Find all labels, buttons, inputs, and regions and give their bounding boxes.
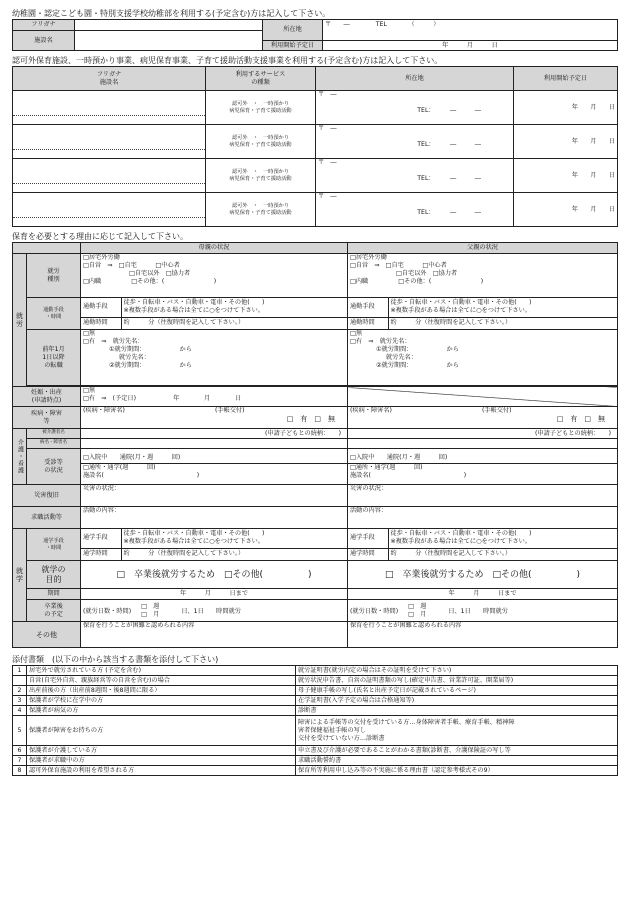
attachment-condition: 保護者が求職中の方 [27,756,296,766]
postal-mark: 〒 ― [318,125,337,132]
job-search-label: 求職活動等 [13,507,81,529]
disaster-field[interactable]: 災害の状況： [81,485,348,507]
due-date-field[interactable]: □有 ⇒ (予定日) 年 月 日 [83,395,242,402]
mother-header: 母親の状況 [81,243,348,254]
self-employed-options[interactable]: □自宅 □中心者 [385,262,447,269]
other-checkbox[interactable]: □その他：( ) [398,278,484,285]
attachment-document-line: 交付を受けていない方…診断書 [298,734,385,742]
mother-school-commute [81,529,348,561]
attachment-condition: 保護者が障害をお持ちの方 [27,716,296,746]
facility-label: 施設名 [13,31,75,51]
facility-name-field[interactable]: 施設名( ) [350,472,467,479]
start-date: 年 月 日 [514,125,618,159]
service-option-2[interactable]: 病児保育・子育て援助活動 [229,141,292,148]
attachment-document: 診断書 [296,706,618,716]
father-header: 父親の状況 [348,243,618,254]
attachment-document: 保育所等利用申し込み等の不実施に係る理由書（認定参考様式その9） [296,766,618,776]
furigana-field[interactable] [75,20,263,31]
postal-mark: 〒 ― [318,159,337,166]
start-date: 年 月 日 [514,91,618,125]
self-employed-checkbox[interactable]: □自営 ⇒ [350,262,380,269]
attachment-number: 8 [13,766,27,776]
job-change-label-2: 1日以降 [42,353,65,361]
postal-mark: 〒 ― [318,91,337,98]
commute-label-2: ・時間 [45,313,62,320]
work-hours-label: (就労日数・時間) [83,607,132,615]
attachment-number: 5 [13,716,27,746]
period-field[interactable]: 年 月 日まで [81,589,348,600]
job-period-1[interactable]: ①就労期間： から [376,346,459,353]
attachment-condition: 保護者が学校に在学中の方 [27,696,296,706]
furigana-header: フリガナ [96,70,122,78]
school-time-label: 通学時間 [81,548,121,560]
service-header: 利用するサービス [235,70,286,78]
month-checkbox[interactable]: □ 月 [141,610,160,618]
school-label: 就学 [13,529,27,622]
days-hours-field[interactable]: 日、1日 時間就労 [448,607,508,615]
postal-mark: 〒 ― [325,21,350,28]
other-reason-field[interactable]: 保育を行うことが困難と認められる内容 [348,622,618,648]
address-label: 所在地 [263,20,323,41]
attachment-row [13,676,618,686]
days-hours-field[interactable]: 日、1日 時間就労 [181,607,241,615]
work-type-label-2: 種別 [47,275,60,283]
tel-label: TEL （ ） [375,21,440,28]
yes-checkbox[interactable]: □有 ⇒ 就労先名： [83,338,144,345]
attachment-number: 3 [13,696,27,706]
school-method-options[interactable]: 徒歩・自転車・バス・自動車・電車・その他( ) [390,530,532,538]
start-header: 利用開始予定日 [514,67,618,91]
school-method-options[interactable]: 徒歩・自転車・バス・自動車・電車・その他( ) [123,530,265,538]
start-label: 利用開始予定日 [263,41,323,51]
hospital-checkbox[interactable]: □入院中 通院(月・週 回) [81,453,347,464]
facility-row [13,125,618,159]
commute-time-field[interactable]: 約 分（往復時間を記入して下さい。） [388,317,617,329]
work-hours-label: (就労日数・時間) [350,607,399,615]
tel-label: TEL： ― ― [417,141,481,148]
attachment-document: 在学証明書(入学予定の場合は合格通知等) [296,696,618,706]
address-header: 所在地 [316,67,514,91]
attachment-row [13,666,618,676]
commute-time-label: 通勤時間 [348,317,388,329]
facility-row [13,159,618,193]
outside-home-checkbox[interactable]: □居宅外労働 [350,254,387,261]
job-period-2[interactable]: ②就労期間： から [109,362,192,369]
section3-title: 保育を必要とする理由に応じて記入して下さい。 [12,232,188,241]
unlicensed-table [12,66,618,227]
handbook-checkbox[interactable]: □ 有 □ 無 [556,415,605,423]
father-illness [348,407,618,429]
postal-mark: 〒 ― [318,193,337,200]
attachment-condition: 居宅外で就労されている方 (予定を含む) [27,666,296,676]
service-option-2[interactable]: 病児保育・子育て援助活動 [229,107,292,114]
service-option[interactable]: 認可外 ・ 一時預かり [231,169,290,175]
illness-label: 疾病・障害 [31,409,62,417]
mother-job-change [81,330,348,386]
school-method-label: 通学手段 [348,529,388,548]
job-name-2[interactable]: 就労先名： [119,354,150,361]
attachment-document: 就労証明書(就労内定の場合はその証明を受けて下さい) [296,666,618,676]
no-checkbox[interactable]: □無 [350,330,363,337]
attachment-condition: 保護者が介護している方 [27,746,296,756]
attachment-document-line: 障害による手帳等の交付を受けている方…身体障害者手帳、療育手帳、精神障 [298,718,515,726]
job-search-field[interactable]: 活動の内容： [348,507,618,529]
illness-label-2: 等 [43,417,50,425]
facility-field[interactable] [75,31,263,51]
tel-label: TEL： ― ― [417,175,481,182]
job-search-field[interactable]: 活動の内容： [81,507,348,529]
father-job-change [348,330,618,386]
yes-checkbox[interactable]: □有 ⇒ 就労先名： [350,338,411,345]
disaster-label: 災害復旧 [13,485,81,507]
father-commute [348,298,618,330]
attachment-document: 申立書及び介護が必要であることがわかる書類(診断書、介護保険証の写し等 [296,746,618,756]
mother-visit [81,449,348,485]
school-method-note: ※複数手段がある場合は全てに○をつけて下さい。 [123,538,265,546]
father-after-grad [348,600,618,622]
commute-method-label: 通勤手段 [81,298,121,317]
father-visit [348,449,618,485]
facility-header: 施設名 [99,78,119,86]
work-label: 就労 [13,254,27,387]
illness-name-label: (疾病・障害名) [350,407,392,414]
facility-row [13,193,618,227]
attachment-number [13,676,27,686]
service-option[interactable]: 認可外 ・ 一時預かり [231,101,290,107]
commute-care-checkbox[interactable]: □通所・通学(週 回) [83,464,156,471]
self-employed-options[interactable]: □自宅 □中心者 [118,262,180,269]
mother-commute [81,298,348,330]
school-time-label: 通学時間 [348,548,388,560]
visit-label-2: の状況 [44,466,63,474]
work-type-label: 就労 [47,267,60,275]
mother-pregnancy [81,387,348,407]
after-grad-label-2: の予定 [44,610,63,618]
attachment-row [13,696,618,706]
purpose-label: 就学の [41,564,66,574]
attachment-number: 7 [13,756,27,766]
job-period-1[interactable]: ①就労期間： から [109,346,192,353]
no-checkbox[interactable]: □無 [83,387,96,394]
commute-care-checkbox[interactable]: □通所・通学(週 回) [350,464,423,471]
facility-row [13,91,618,125]
other-label: その他 [13,622,81,648]
service-option-2[interactable]: 病児保育・子育て援助活動 [229,175,292,182]
attachment-row [13,706,618,716]
home-work-checkbox[interactable]: □内職 [83,278,102,285]
attachment-document: 求職活動誓約書 [296,756,618,766]
furigana-label: フリガナ [13,20,75,31]
form-page [12,8,618,776]
attachment-number: 1 [13,666,27,676]
father-pregnancy-na [348,387,618,407]
start-date: 年 月 日 [514,159,618,193]
purpose-options[interactable]: □ 卒業後就労するため □その他( ) [81,561,348,589]
commute-method-note: ※複数手段がある場合は全てに○をつけて下さい。 [390,307,532,315]
attachment-document [296,716,618,746]
school-time-field[interactable]: 約 分（往復時間を記入して下さい。） [388,548,617,560]
self-employed-options-2[interactable]: □自宅以外 □協力者 [396,270,458,277]
purpose-label-2: 目的 [45,574,62,584]
handbook-label: (手帳交付) [481,407,512,414]
commute-method-label: 通勤手段 [348,298,388,317]
school-commute-label: 通学手段 [43,538,64,544]
commute-time-label: 通勤時間 [81,317,121,329]
commute-method-options[interactable]: 徒歩・自転車・バス・自動車・電車・その他( ) [123,299,265,307]
attachment-number: 2 [13,686,27,696]
pregnancy-label: 妊娠・出産 [31,388,62,396]
no-checkbox[interactable]: □無 [83,330,96,337]
handbook-checkbox[interactable]: □ 有 □ 無 [286,415,335,423]
other-reason-field[interactable]: 保育を行うことが困難と認められる内容 [81,622,348,648]
kindergarten-table [12,19,618,51]
attachment-condition: 認可外保育施設の利用を希望される方 [27,766,296,776]
tel-label: TEL： ― ― [417,209,481,216]
attachment-row [13,756,618,766]
attachment-number: 6 [13,746,27,756]
father-school-commute [348,529,618,561]
pregnancy-label-2: (申請時点) [31,396,62,404]
attachment-condition: 保護者が病気の方 [27,706,296,716]
start-date: 年 月 日 [323,41,618,51]
after-grad-label: 卒業後 [44,602,63,610]
attachment-number: 4 [13,706,27,716]
attachment-document: 母子健康手帳の写し(氏名と出産予定日が記載されているページ) [296,686,618,696]
start-date: 年 月 日 [514,193,618,227]
handbook-label: (手帳交付) [214,407,245,414]
hospital-checkbox[interactable]: □入院中 通院(月・週 回) [348,453,617,464]
attachment-row [13,716,618,746]
school-method-note: ※複数手段がある場合は全てに○をつけて下さい。 [390,538,532,546]
disease-label: 病名・障害名 [27,439,81,449]
section2-title: 認可外保育施設、一時預かり事業、病児保育事業、子育て援助活動支援事業を利用する(予定含む)方は記入して下さい。 [12,56,443,65]
relation-field[interactable]: (申請子どもとの続柄： ) [81,429,348,439]
job-change-label: 前年1月 [42,345,65,353]
attachment-condition: 出産前後の方（出産前8週間・後8週間に限る） [27,686,296,696]
disease-field[interactable] [348,439,618,449]
facility-name-field[interactable]: 施設名( ) [83,472,200,479]
service-header-2: の種類 [251,78,270,86]
visit-label: 受診等 [44,458,63,466]
outside-home-checkbox[interactable]: □居宅外労働 [83,254,120,261]
school-commute-label-2: ・時間 [45,544,62,551]
care-label: 介護・看護 [13,429,27,485]
self-employed-checkbox[interactable]: □自営 ⇒ [83,262,113,269]
period-label: 期間 [27,589,81,600]
section4-title: 添付書類 (以下の中から該当する書類を添付して下さい) [12,655,219,664]
attachments-table [12,665,618,776]
job-period-2[interactable]: ②就労期間： から [376,362,459,369]
service-option-2[interactable]: 病児保育・子育て援助活動 [229,209,292,216]
mother-illness [81,407,348,429]
mother-after-grad [81,600,348,622]
attachment-row [13,746,618,756]
home-work-checkbox[interactable]: □内職 [350,278,369,285]
school-time-field[interactable]: 約 分（往復時間を記入して下さい。） [121,548,347,560]
care-person-label: 被介護者名 [27,429,81,439]
commute-method-options[interactable]: 徒歩・自転車・バス・自動車・電車・その他( ) [390,299,532,307]
section1-title: 幼稚園・認定こども園・特別支援学校幼稚部を利用する(予定含む)方は記入して下さい。 [12,9,331,18]
service-option[interactable]: 認可外 ・ 一時預かり [231,135,290,141]
disease-field[interactable] [81,439,348,449]
father-work-type [348,254,618,298]
job-name-2[interactable]: 就労先名： [386,354,417,361]
relation-field[interactable]: (申請子どもとの続柄： ) [348,429,618,439]
tel-label: TEL： ― ― [417,107,481,114]
commute-time-field[interactable]: 約 分（往復時間を記入して下さい。） [121,317,347,329]
job-change-label-3: の転職 [44,361,63,369]
mother-work-type [81,254,348,298]
commute-method-note: ※複数手段がある場合は全てに○をつけて下さい。 [123,307,265,315]
attachment-document-line: 害者保健福祉手帳の写し [298,726,367,734]
commute-label: 通勤手段 [43,307,64,313]
attachment-row [13,686,618,696]
attachment-document: 就労状況申告書、自営の証明書類の写し(確定申告書、営業許可証、開業届等) [296,676,618,686]
week-checkbox[interactable]: □ 週 [408,602,427,610]
attachment-condition: 自営(自宅外自営、親族経営等の自営を含む)の場合 [27,676,296,686]
other-checkbox[interactable]: □その他：( ) [131,278,217,285]
period-field[interactable]: 年 月 日まで [348,589,618,600]
school-method-label: 通学手段 [81,529,121,548]
reason-table [12,242,618,648]
disaster-field[interactable]: 災害の状況： [348,485,618,507]
illness-name-label: (疾病・障害名) [83,407,125,414]
attachment-row [13,766,618,776]
service-option[interactable]: 認可外 ・ 一時預かり [231,203,290,209]
week-checkbox[interactable]: □ 週 [141,602,160,610]
purpose-options[interactable]: □ 卒業後就労するため □その他( ) [348,561,618,589]
self-employed-options-2[interactable]: □自宅以外 □協力者 [129,270,191,277]
month-checkbox[interactable]: □ 月 [408,610,427,618]
